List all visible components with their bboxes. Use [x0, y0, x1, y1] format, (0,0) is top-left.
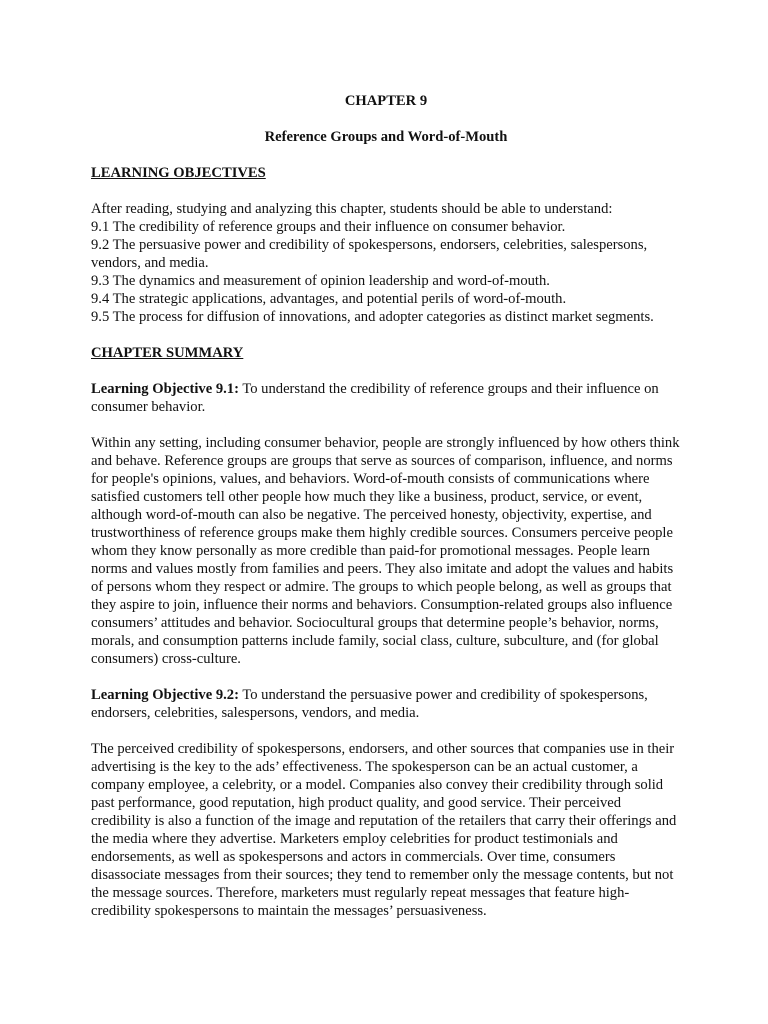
chapter-summary-heading: CHAPTER SUMMARY: [91, 345, 244, 361]
objective-item: 9.1 The credibility of reference groups and their influence on consumer behavior.: [91, 219, 566, 235]
objective-label: Learning Objective 9.1:: [91, 381, 239, 397]
objective-9-2-body: The perceived credibility of spokespersons, endorsers, and other sources that companies use in their advertising is the key to the ads’ effectiveness. The spokesperson can be an actual customer, a company employee, a celebrity, or a model. Companies also convey their credibility through solid past performance, good reputation, high product quality, and good service. Their perceived credibility is also a function of the image and reputation of the retailers that carry their offerings and the media where they advertise. Marketers employ celebrities for product testimonials and endorsements, as well as spokespersons and actors in commercials. Over time, consumers disassociate messages from their sources; they tend to remember only the message contents, but not the message sources. Therefore, marketers must regularly repeat messages that feature high-credibility spokespersons to maintain the messages’ persuasiveness.: [91, 741, 677, 919]
document-page: [91, 92, 681, 920]
chapter-title: Reference Groups and Word-of-Mouth: [264, 129, 508, 145]
objective-text: To understand the persuasive power and credibility of spokespersons, endorsers, celebrities, salespersons, vendors, and media.: [91, 687, 648, 721]
objective-text: To understand the credibility of reference groups and their influence on consumer behavior.: [91, 381, 659, 415]
objective-9-1-statement: [91, 380, 681, 416]
objective-item: 9.5 The process for diffusion of innovations, and adopter categories as distinct market segments.: [91, 309, 654, 325]
objective-9-2-statement: [91, 686, 681, 722]
objective-9-1-body: Within any setting, including consumer behavior, people are strongly influenced by how others think and behave. Reference groups are groups that serve as sources of comparison, influence, and norms for people's opinions, values, and behaviors. Word-of-mouth consists of communications where satisfied customers tell other people how much they like a business, product, service, or event, although word-of-mouth can also be negative. The perceived honesty, objectivity, expertise, and trustworthiness of reference groups make them highly credible sources. Consumers perceive people whom they know personally as more credible than paid-for promotional messages. People learn norms and values mostly from families and peers. They also imitate and adopt the values and habits of persons whom they respect or admire. The groups to which people belong, as well as groups that they aspire to join, influence their norms and behaviors. Consumption-related groups also influence consumers’ attitudes and behavior. Sociocultural groups that determine people’s behavior, norms, morals, and consumption patterns include family, social class, culture, subculture, and (for global consumers) cross-culture.: [91, 435, 680, 667]
chapter-number: CHAPTER 9: [344, 93, 428, 109]
objectives-list: [91, 218, 681, 326]
learning-objectives-heading: LEARNING OBJECTIVES: [91, 165, 266, 181]
objectives-intro: After reading, studying and analyzing this chapter, students should be able to understand:: [91, 201, 613, 217]
objective-label: Learning Objective 9.2:: [91, 687, 239, 703]
objective-item: 9.2 The persuasive power and credibility of spokespersons, endorsers, celebrities, salespersons, vendors, and media.: [91, 237, 648, 271]
objective-item: 9.4 The strategic applications, advantages, and potential perils of word-of-mouth.: [91, 291, 567, 307]
objective-item: 9.3 The dynamics and measurement of opinion leadership and word-of-mouth.: [91, 273, 550, 289]
